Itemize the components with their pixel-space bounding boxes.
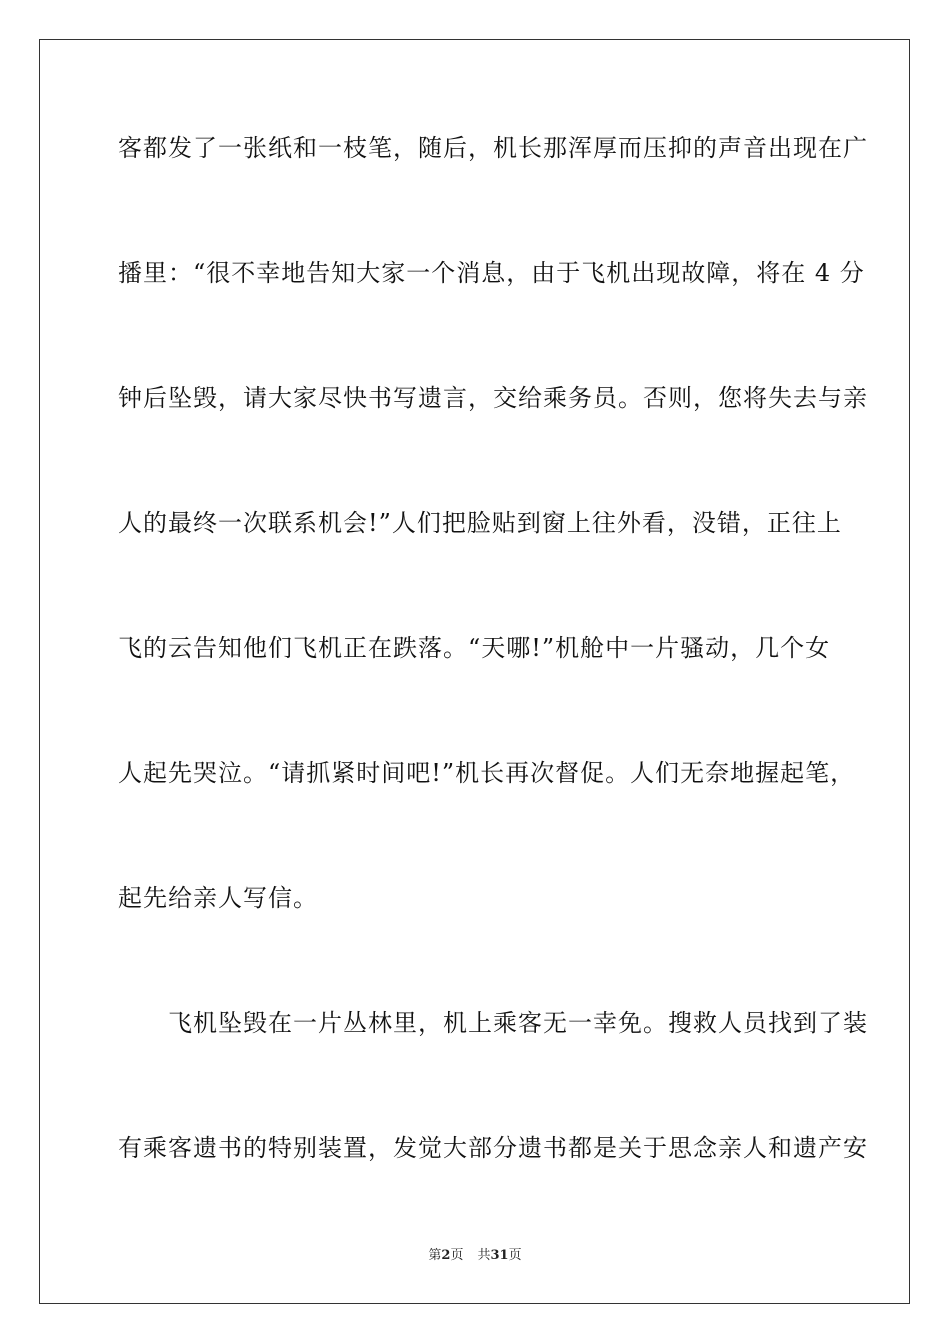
body-text-line-1: 客都发了一张纸和一枝笔，随后，机长那浑厚而压抑的声音出现在广 [118,134,868,162]
body-text-line-7: 起先给亲人写信。 [118,884,318,912]
body-text-line-3: 钟后坠毁，请大家尽快书写遗言，交给乘务员。否则，您将失去与亲 [118,384,868,412]
page-footer [0,1247,950,1265]
total-suffix: 页 [508,1248,522,1263]
body-text-line-5: 飞的云告知他们飞机正在跌落。“天哪!”机舱中一片骚动，几个女 [118,634,831,662]
body-text-line-6: 人起先哭泣。“请抓紧时间吧!”机长再次督促。人们无奈地握起笔， [118,759,856,787]
page-suffix: 页 [450,1248,464,1263]
body-text-line-2: 播里：“很不幸地告知大家一个消息，由于飞机出现故障，将在 4 分 [118,259,865,287]
body-text-line-4: 人的最终一次联系机会!”人们把脸贴到窗上往外看，没错，正往上 [118,509,842,537]
body-text-line-8: 飞机坠毁在一片丛林里，机上乘客无一幸免。搜救人员找到了装 [118,1009,868,1037]
total-prefix: 共 [477,1248,491,1263]
page-prefix: 第 [428,1248,442,1263]
page-border [39,39,910,1304]
total-pages: 31 [490,1248,509,1263]
page-number: 2 [441,1248,451,1263]
body-text-line-9: 有乘客遗书的特别装置，发觉大部分遗书都是关于思念亲人和遗产安 [118,1134,868,1162]
